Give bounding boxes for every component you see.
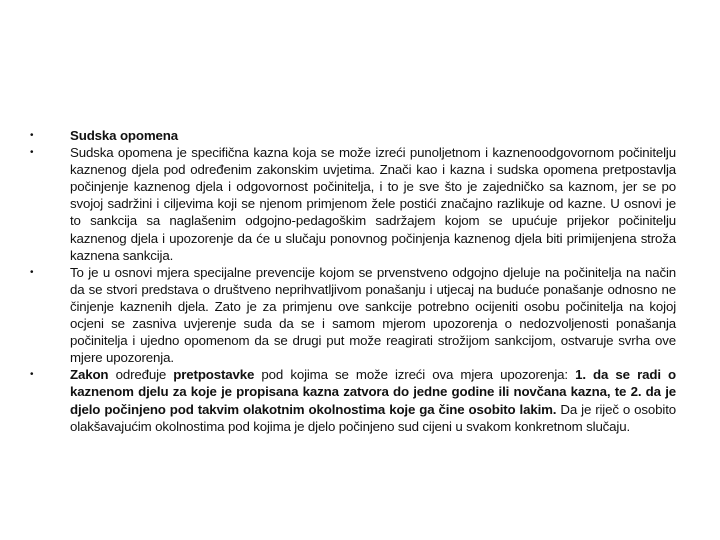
- bullet-icon: •: [30, 369, 34, 381]
- term-zakon: Zakon: [70, 367, 109, 383]
- bullet-item-definition: [26, 144, 676, 264]
- term-pretpostavke: pretpostavke: [173, 367, 255, 383]
- bullet-list: [26, 127, 676, 435]
- bullet-definition-text: Sudska opomena je specifična kazna koja se može izreći punoljetnom i kaznenoodgovornom počinitelju kaznenog djela pod određenim zakonskim uvjetima. Znači kao i kazna i sudska opomena pretpostavlja počinjenje kaznenog djela i odgovornost počinitelja, i to je sve što je zajedničko sa kaznom, jer se po svojoj sadržini i ciljevima koji se njenom primjenom žele postići značajno razlikuje od kazne. U osnovi je to sankcija sa naglašenim odgojno-pedagoškim sadržajem kojom se upućuje prijekor počinitelju kaznenog djela i upozorenje da će u slučaju ponovnog počinjenja kaznenog djela biti primijenjena stroža kaznena sankcija.: [70, 145, 676, 263]
- conditions-part-4: pod kojima se može izreći ova mjera upozorenja:: [254, 367, 576, 383]
- conditions-part-2: određuje: [108, 367, 174, 383]
- bullet-conditions-text: [70, 366, 676, 434]
- conditions-part-6: Da je riječ o osobito olakšavajućim okolnostima pod kojima je djelo počinjeno sud cijeni u svakom konkretnom slučaju.: [70, 401, 677, 434]
- bullet-item-title: [26, 127, 676, 144]
- conditions-requirements: 1. da se radi o kaznenom djelu za koje je propisana kazna zatvora do jedne godine ili novčana kazna, te 2. da je djelo počinjeno pod takvim olakotnim okolnostima koje ga čine osobito lakim.: [70, 367, 676, 417]
- bullet-icon: •: [30, 266, 34, 278]
- bullet-title-text: Sudska opomena: [70, 128, 178, 143]
- bullet-icon: •: [30, 130, 34, 141]
- bullet-item-conditions: [26, 366, 676, 434]
- bullet-icon: •: [30, 147, 34, 159]
- bullet-item-prevention: [26, 264, 676, 367]
- bullet-prevention-text: To je u osnovi mjera specijalne prevencije kojom se prvenstveno odgojno djeluje na počinitelja na način da se stvori predstava o društveno neprihvatljivom ponašanju i utjecaj na buduće ponašanje odnosno ne činjenje kaznenih djela. Zato je za primjenu ove sankcije potrebno ocijeniti osobu počinitelja na kojoj ocjeni se zasniva uvjerenje suda da se i samom mjerom upozorenja o nedozvoljenosti ponašanja počinitelja i ujedno opomenom da se drugi put može reagirati strožijom sankcijom, ostvaruje svrha ove mjere upozorenja.: [70, 264, 676, 366]
